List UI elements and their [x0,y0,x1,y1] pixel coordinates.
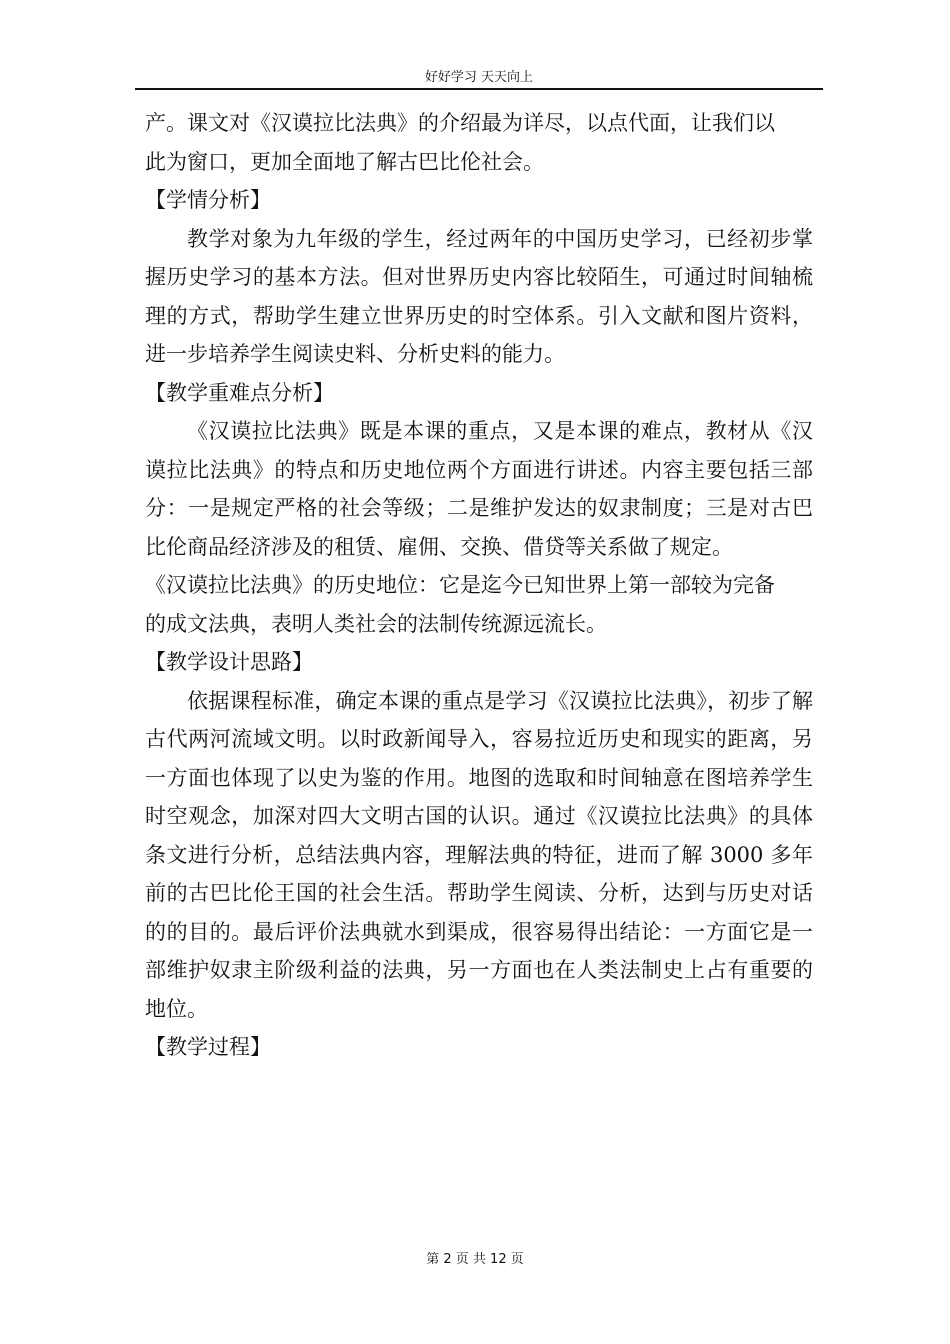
section-heading-teaching-process: 【教学过程】 [145,1035,271,1059]
intro-paragraph: 产。课文对《汉谟拉比法典》的介绍最为详尽，以点代面，让我们以此为窗口，更加全面地了解古巴比伦社会。 [145,111,775,174]
section-heading-key-points: 【教学重难点分析】 [145,380,334,405]
document-body [145,104,813,1067]
page-number-footer: 第 2 页 共 12 页 [426,1252,524,1267]
header-divider [135,88,823,90]
section-heading-design-idea: 【教学设计思路】 [145,650,313,674]
student-analysis-paragraph: 教学对象为九年级的学生，经过两年的中国历史学习，已经初步掌握历史学习的基本方法。但对世界历史内容比较陌生，可通过时间轴梳理的方式，帮助学生建立世界历史的时空体系。引入文献和图片资料，进一步培养学生阅读史料、分析史料的能力。 [145,226,813,366]
design-idea-paragraph: 依据课程标准，确定本课的重点是学习《汉谟拉比法典》，初步了解古代两河流域文明。以时政新闻导入，容易拉近历史和现实的距离，另一方面也体现了以史为鉴的作用。地图的选取和时间轴意在图培养学生时空观念，加深对四大文明古国的认识。通过《汉谟拉比法典》的具体条文进行分析，总结法典内容，理解法典的特征，进而了解 3000 多年前的古巴比伦王国的社会生活。帮助学生阅读、分析，达到与历史对话的的目的。最后评价法典就水到渠成，很容易得出结论：一方面它是一部维护奴隶主阶级利益的法典，另一方面也在人类法制史上占有重要的地位。 [145,688,813,1021]
page-header: 好好学习 天天向上 [424,70,534,85]
key-points-paragraph: 《汉谟拉比法典》既是本课的重点，又是本课的难点，教材从《汉谟拉比法典》的特点和历史地位两个方面进行讲述。内容主要包括三部分：一是规定严格的社会等级；二是维护发达的奴隶制度；三是对古巴比伦商品经济涉及的租赁、雇佣、交换、借贷等关系做了规定。 [145,419,813,559]
section-heading-student-analysis: 【学情分析】 [145,188,271,212]
historical-status-paragraph: 《汉谟拉比法典》的历史地位：它是迄今已知世界上第一部较为完备的成文法典，表明人类社会的法制传统源远流长。 [145,573,775,636]
